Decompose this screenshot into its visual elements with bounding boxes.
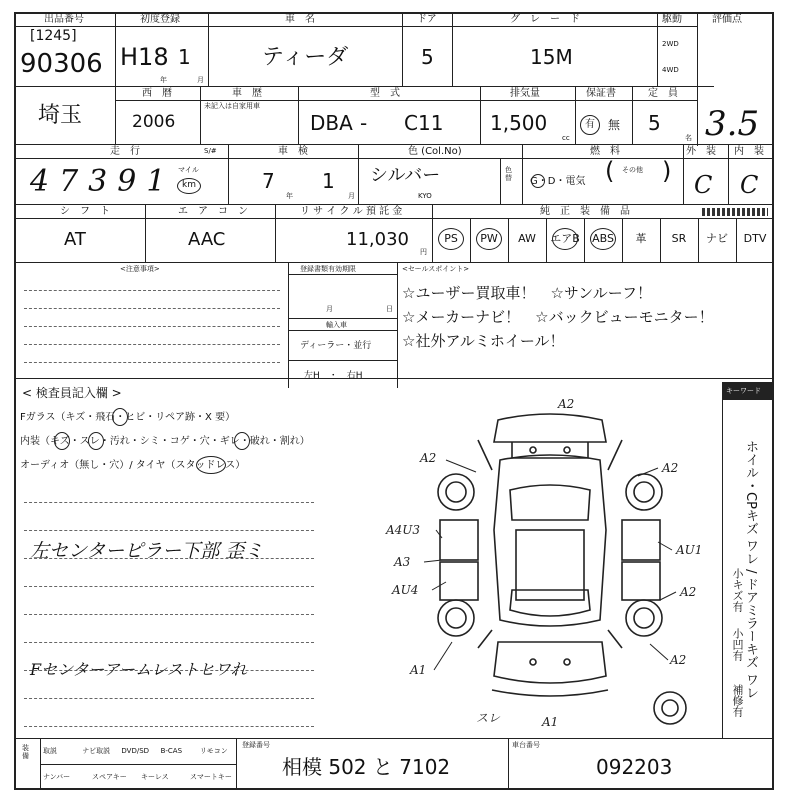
footer-item-top-4: リモコン <box>199 747 228 755</box>
score-value: 3.5 <box>705 104 760 144</box>
equipment-1: PW <box>480 232 498 245</box>
car-diagram <box>380 380 720 736</box>
doors-label: ドア <box>417 14 437 25</box>
footer-item-bottom-2: キーレス <box>141 773 169 781</box>
chassis-number: 092203 <box>596 755 673 779</box>
inspector-line-1: Fガラス（キズ・飛石・ヒビ・リペア跡・X 要） <box>20 412 236 423</box>
damage-mark-10: A2 <box>670 653 687 667</box>
lot-label: 出品番号 <box>44 14 84 25</box>
handwritten-note-1: 左センターピラー下部 歪ミ <box>30 540 264 562</box>
score-label: 評価点 <box>712 14 742 25</box>
damage-mark-7: AU1 <box>676 543 703 557</box>
damage-mark-6: AU4 <box>392 583 419 597</box>
footer-item-top-0: 取説 <box>43 747 57 755</box>
grade-value: 15M <box>530 45 573 69</box>
equipment-circle-1 <box>476 228 502 250</box>
equipment-3: エアB <box>550 232 580 245</box>
side-note: ホイル・CPキズ ワレ / ドアミラーキズ ワレ <box>743 440 758 699</box>
lot-number: 90306 <box>20 49 103 79</box>
equipment-4: ABS <box>592 232 614 245</box>
km-circle: km <box>177 178 201 194</box>
footer-item-bottom-1: スペアキー <box>92 773 127 781</box>
warranty-yes: 有 <box>580 115 600 135</box>
fuel-options: G・D・電気 <box>530 176 586 187</box>
footer-item-bottom-3: スマートキー <box>190 773 232 781</box>
inspection-month: 1 <box>322 169 335 193</box>
model-prefix: DBA <box>310 111 353 135</box>
inspector-line-2: 内装（キズ・スレ・汚れ・シミ・コゲ・穴・ギレ・破れ・割れ） <box>20 436 310 447</box>
equipment-8: DTV <box>743 232 767 245</box>
sales-point-3: ☆社外アルミホイール！ <box>402 332 565 350</box>
import-dealer: ディーラー・並行 <box>300 341 372 351</box>
footer-item-top-3: B-CAS <box>160 747 183 755</box>
equipment-circle-0 <box>438 228 464 250</box>
shift: AT <box>64 229 86 250</box>
caution-label: <注意事項> <box>120 265 160 273</box>
side-note-sub-3: 補修有 <box>731 684 744 717</box>
drive-label: 駆動 <box>662 14 682 25</box>
equipment-2: AW <box>518 232 536 245</box>
sales-label: <セールスポイント> <box>402 265 470 273</box>
first-reg-label: 初度登録 <box>140 14 180 25</box>
damage-mark-12: A1 <box>542 715 559 729</box>
side-note-sub-2: 小凹有 <box>731 628 744 661</box>
damage-mark-3: A2 <box>662 461 679 475</box>
damage-mark-2: A2 <box>420 451 437 465</box>
exterior-grade: C <box>694 171 713 199</box>
side-note-sub-1: 小キズ有 <box>731 568 744 612</box>
footer-item-top-1: ナビ取説 <box>82 747 111 755</box>
equipment-circle-3 <box>552 228 578 250</box>
car-name: ティーダ <box>262 45 349 70</box>
aircon: AAC <box>188 229 226 250</box>
grade-label: グ レ ー ド <box>510 14 580 25</box>
equipment-circle-4 <box>590 228 616 250</box>
footer-equip-label: 装備 <box>22 744 29 760</box>
color: シルバー <box>370 165 441 186</box>
drive-4wd: 4WD <box>662 66 679 74</box>
inspection-year: 7 <box>262 169 275 193</box>
damage-mark-5: A3 <box>394 555 411 569</box>
inspector-line-3: オーディオ（無し・穴）/ タイヤ（スタッドレス） <box>20 460 246 471</box>
drive-2wd: 2WD <box>662 40 679 48</box>
handle-position: 左H ・ 右H <box>304 371 363 381</box>
first-reg-month: 1 <box>178 45 191 69</box>
footer-item-top-2: DVD/SD <box>121 747 150 755</box>
car-name-label: 車 名 <box>285 14 315 25</box>
sales-point-1: ☆ユーザー買取車！ ☆サンルーフ！ <box>402 284 653 302</box>
recycle-deposit: 11,030 <box>346 229 409 250</box>
equipment-5: 革 <box>635 232 647 245</box>
handwritten-note-2: Fセンターアームレストヒワれ <box>30 660 247 679</box>
damage-mark-9: A1 <box>410 663 427 677</box>
lot-bracket: [1245] <box>30 28 77 44</box>
first-reg-era: H18 <box>120 43 169 71</box>
sales-point-2: ☆メーカーナビ！ ☆バックビューモニター！ <box>402 308 714 326</box>
equipment-checker <box>702 208 768 216</box>
fuel-g-circle <box>531 174 545 188</box>
damage-mark-8: A2 <box>680 585 697 599</box>
equipment-0: PS <box>444 232 458 245</box>
damage-mark-1: A2 <box>558 397 575 411</box>
model-code: C11 <box>404 111 444 135</box>
capacity: 5 <box>648 111 661 135</box>
footer-item-bottom-0: ナンバー <box>43 773 71 781</box>
registration-plate: 相模 502 と 7102 <box>282 755 451 779</box>
equipment-7: ナビ <box>706 232 728 245</box>
mileage: 47391 <box>30 164 176 199</box>
prefecture: 埼玉 <box>38 103 83 128</box>
displacement: 1,500 <box>490 111 548 135</box>
western-year: 2006 <box>132 112 176 132</box>
inspector-title: < 検査員記入欄 > <box>22 386 122 400</box>
damage-mark-4: A4U3 <box>386 523 421 537</box>
interior-grade: C <box>740 171 759 199</box>
equipment-6: SR <box>671 232 687 245</box>
doors-value: 5 <box>421 45 434 69</box>
damage-mark-11: スレ <box>476 711 501 725</box>
